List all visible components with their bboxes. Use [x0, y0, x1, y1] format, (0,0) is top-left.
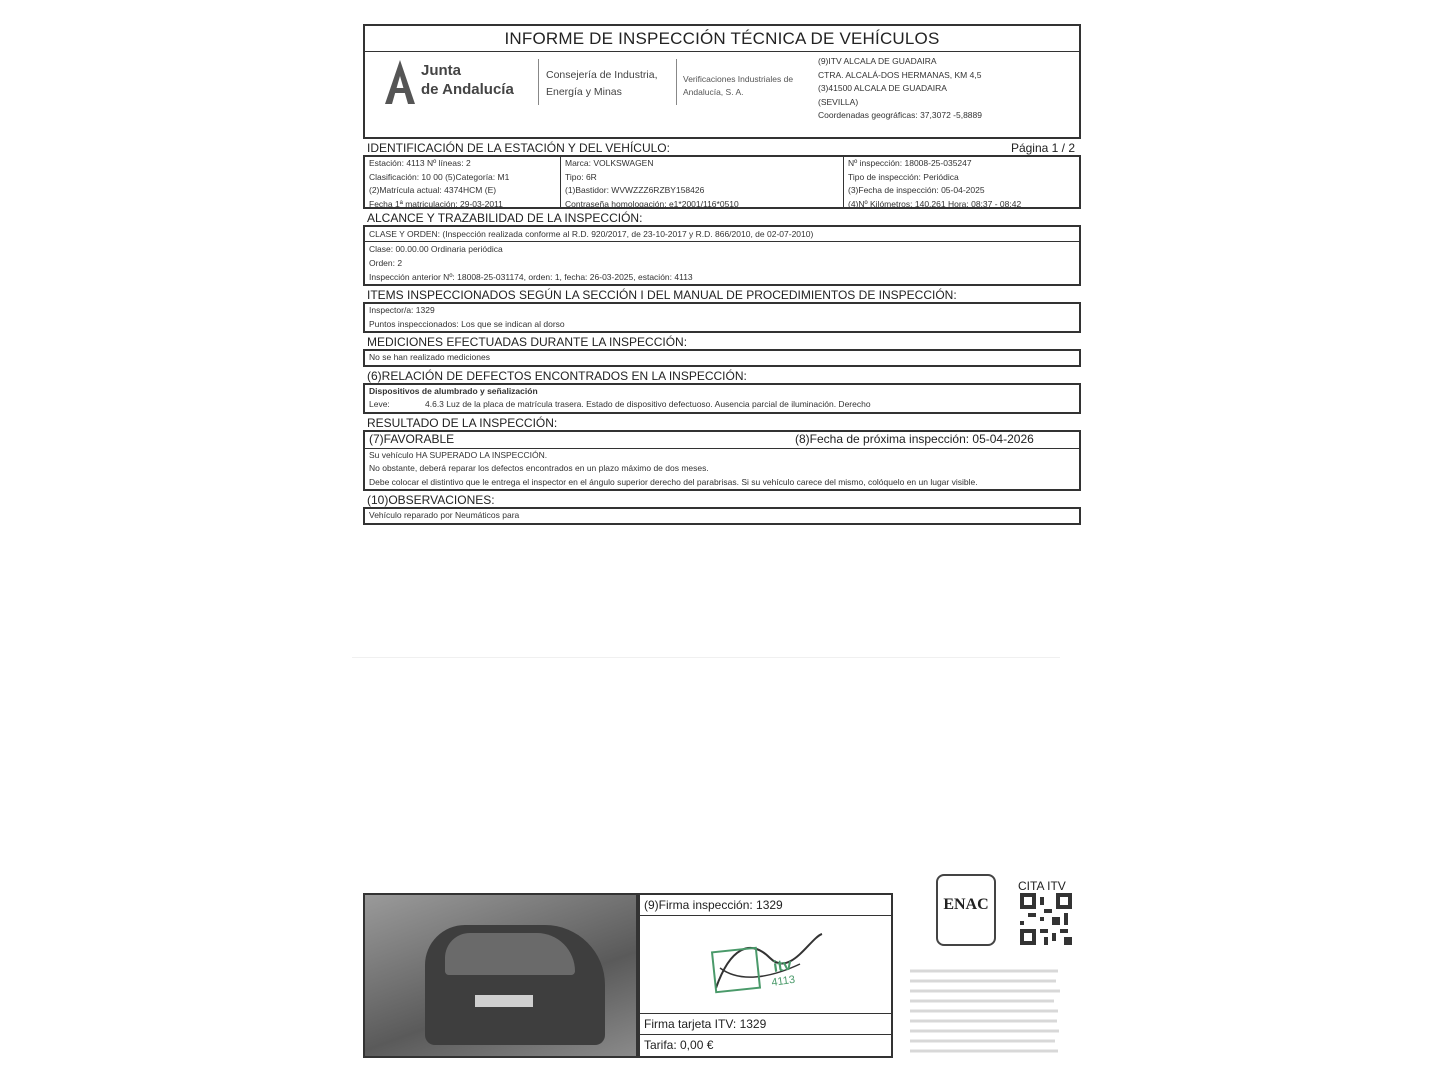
station-vehicle-column: Estación: 4113 Nº líneas: 2 Clasificación: 10 00 (5)Categoría: M1 (2)Matrícula actual: 4374HCM (E) Fecha 1ª matriculación: 29-03-2011	[365, 157, 561, 207]
scan-artifact	[352, 657, 1060, 658]
fee-label: Tarifa: 0,00 €	[644, 1038, 714, 1052]
scope-box: CLASE Y ORDEN: (Inspección realizada conforme al R.D. 920/2017, de 23-10-2017 y R.D. 866/2010, de 02-07-2010) Clase: 00.00.00 Ordinaria periódica Orden: 2 Inspección anterior Nº: 18008-25-031174, orden: 1, fecha: 26-03-2025, estación: 4113	[363, 225, 1081, 286]
vehicle-photo	[363, 893, 638, 1058]
cita-itv-label: CITA ITV	[1018, 879, 1066, 893]
enac-badge: ENAC	[936, 874, 996, 946]
vehicle-make-column: Marca: VOLKSWAGEN Tipo: 6R (1)Bastidor: WVWZZZ6RZBY158426 Contraseña homologación: e1*2001/116*0510	[565, 158, 739, 209]
signature-label: (9)Firma inspección: 1329	[644, 898, 783, 912]
result-summary	[365, 432, 1079, 449]
qr-code-icon	[1020, 893, 1072, 945]
itv-card-label: Firma tarjeta ITV: 1329	[640, 1014, 891, 1035]
observations-box: Vehículo reparado por Neumáticos para	[363, 507, 1081, 525]
svg-text:itv: itv	[772, 956, 794, 976]
defect-item: Leve: 4.6.3 Luz de la placa de matrícula trasera. Estado de dispositivo defectuoso. Ausencia parcial de iluminación. Derecho	[369, 399, 871, 409]
station-address: (9)ITV ALCALA DE GUADAIRA CTRA. ALCALÁ-DOS HERMANAS, KM 4,5 (3)41500 ALCALA DE GUADAIRA (SEVILLA) Coordenadas geográficas: 37,3072 -5,8889	[818, 56, 982, 120]
result-box: (7)FAVORABLE (8)Fecha de próxima inspección: 05-04-2026 Su vehículo HA SUPERADO LA INSPECCIÓN. No obstante, deberá reparar los defectos encontrados en un plazo máximo de dos meses. Debe colocar el distintivo que le entrega el inspector en el ángulo superior derecho del parabrisas. Si su vehículo carece del mismo, colóquelo en un lugar visible.	[363, 430, 1081, 492]
measurements-box: No se han realizado mediciones	[363, 349, 1081, 367]
defect-group: Dispositivos de alumbrado y señalización	[369, 385, 538, 396]
result-verdict: (7)FAVORABLE	[369, 431, 455, 446]
divider	[676, 59, 677, 105]
signature-area	[640, 915, 891, 1014]
observations-heading: (10)OBSERVACIONES:	[367, 493, 495, 507]
defects-box	[363, 383, 1081, 414]
scope-heading: ALCANCE Y TRAZABILIDAD DE LA INSPECCIÓN:	[367, 211, 643, 225]
identification-box	[363, 155, 1081, 209]
car-plate	[475, 995, 533, 1007]
itv-stamp-icon	[710, 928, 830, 1000]
report-header	[363, 24, 1081, 139]
signature-box	[638, 893, 893, 1058]
car-windshield	[445, 933, 575, 975]
measurements-heading: MEDICIONES EFECTUADAS DURANTE LA INSPECCIÓN:	[367, 335, 688, 349]
divider	[538, 59, 539, 105]
logos-area	[379, 56, 1159, 134]
report-title: INFORME DE INSPECCIÓN TÉCNICA DE VEHÍCULOS	[365, 26, 1079, 52]
junta-andalucia-name: Junta de Andalucía	[421, 62, 514, 98]
veiasa-name: Verificaciones Industriales de Andalucía, S. A.	[683, 74, 794, 97]
next-inspection-date: (8)Fecha de próxima inspección: 05-04-2026	[795, 431, 1034, 446]
blurred-legal-text	[908, 965, 1063, 1061]
consejeria-name: Consejería de Industria, Energía y Minas	[546, 69, 658, 98]
identification-heading: IDENTIFICACIÓN DE LA ESTACIÓN Y DEL VEHÍCULO: Página 1 / 2	[367, 141, 1075, 155]
defects-heading: (6)RELACIÓN DE DEFECTOS ENCONTRADOS EN LA INSPECCIÓN:	[367, 368, 747, 383]
inspection-info-column: Nº inspección: 18008-25-035247 Tipo de inspección: Periódica (3)Fecha de inspección: 05-04-2025 (4)Nº Kilómetros: 140.261 Hora: 08:37 - 08:42	[843, 157, 1079, 207]
result-heading: RESULTADO DE LA INSPECCIÓN:	[367, 415, 558, 430]
inspection-report	[363, 24, 1081, 525]
svg-text:4113: 4113	[770, 973, 796, 989]
items-box: Inspector/a: 1329 Puntos inspeccionados: Los que se indican al dorso	[363, 302, 1081, 333]
items-heading: ITEMS INSPECCIONADOS SEGÚN LA SECCIÓN I DEL MANUAL DE PROCEDIMIENTOS DE INSPECCIÓN:	[367, 288, 957, 302]
junta-andalucia-logo-icon	[381, 58, 419, 106]
page-number: Página 1 / 2	[1010, 141, 1075, 155]
